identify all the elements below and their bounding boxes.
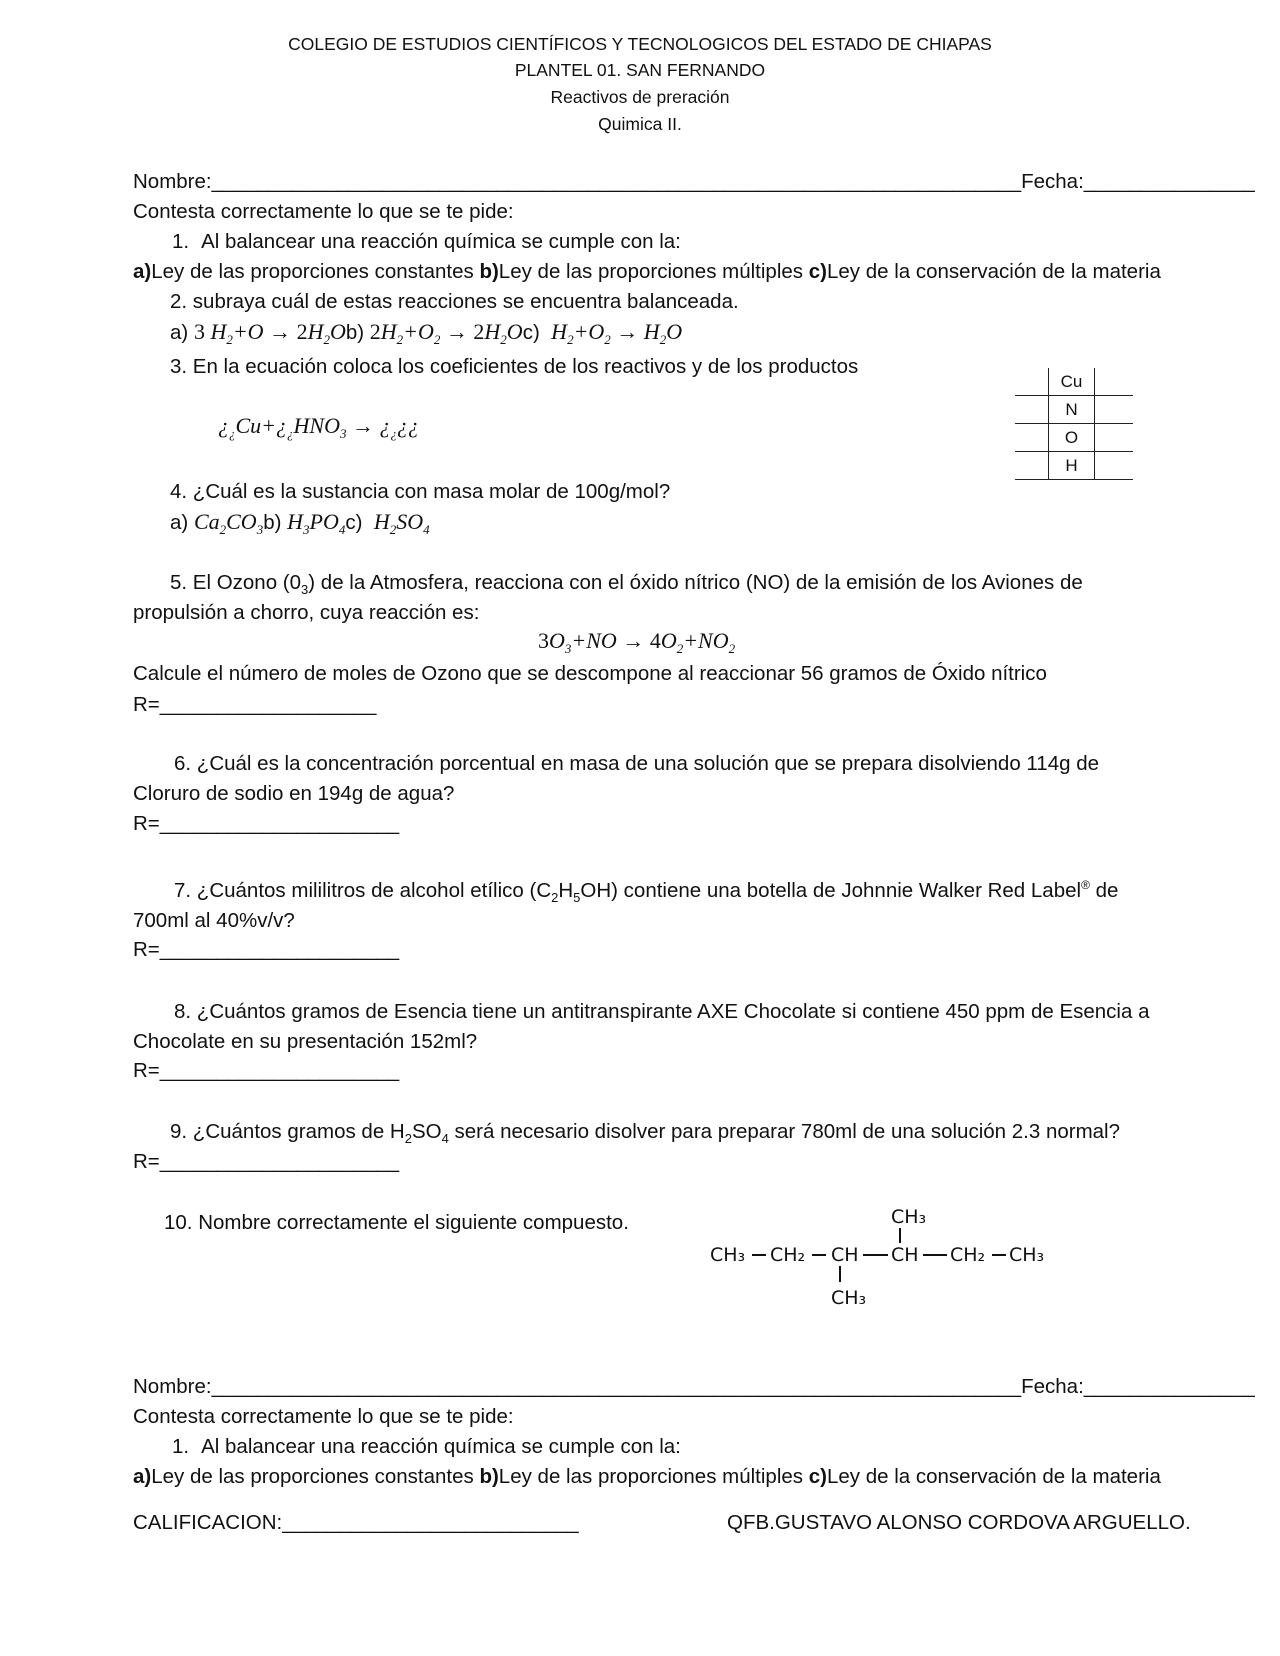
teacher-name: QFB.GUSTAVO ALONSO CORDOVA ARGUELLO.: [727, 1511, 1191, 1534]
name-blank: _______________________________________________________________________: [211, 1375, 1022, 1398]
school-name: COLEGIO DE ESTUDIOS CIENTÍFICOS Y TECNOLOGICOS DEL ESTADO DE CHIAPAS: [288, 34, 992, 54]
option-b-letter: b): [479, 1465, 499, 1488]
chain-ch2-2: CH₂: [950, 1244, 986, 1266]
structural-formula: [700, 1200, 1060, 1320]
question-8-text-1: 8. ¿Cuántos gramos de Esencia tiene un antitranspirante AXE Chocolate si contiene 450 ppm de Esencia a: [174, 1000, 1150, 1023]
question-4-text: 4. ¿Cuál es la sustancia con masa molar de 100g/mol?: [170, 480, 671, 503]
question-6-text-2: Cloruro de sodio en 194g de agua?: [133, 782, 455, 805]
question-4-options: [170, 509, 430, 536]
equation-option-c: $H_2+O_2 \to H_2O$: [551, 319, 683, 347]
option-a-text: Ley de las proporciones constantes: [151, 1465, 480, 1488]
name-label: Nombre:: [133, 1375, 212, 1398]
element-count-table: [1015, 368, 1133, 480]
question-2-text: 2. subraya cuál de estas reacciones se encuentra balanceada.: [170, 290, 739, 313]
table-cell-o: O: [1049, 424, 1095, 452]
grade-label: CALIFICACION:: [133, 1511, 283, 1534]
name-line-repeat: [133, 1374, 1255, 1400]
question-5-text-3: Calcule el número de moles de Ozono que se descompone al reaccionar 56 gramos de Óxido nítrico: [133, 662, 1047, 685]
option-c-letter: c): [345, 511, 363, 534]
date-label: Fecha:: [1021, 170, 1084, 193]
grade-blank: __________________________: [282, 1511, 579, 1534]
date-blank: _______________: [1083, 170, 1255, 193]
branch-bottom-ch3: CH₃: [831, 1287, 867, 1309]
date-label: Fecha:: [1021, 1375, 1084, 1398]
question-8-answer: R=_____________________: [133, 1059, 400, 1082]
grade-line: [133, 1510, 579, 1536]
question-1-text: Al balancear una reacción química se cumple con la:: [201, 1435, 681, 1458]
chain-ch-2: CH: [891, 1244, 919, 1266]
question-8-text-2: Chocolate en su presentación 152ml?: [133, 1030, 478, 1053]
option-b-text: Ley de las proporciones múltiples: [498, 260, 809, 283]
question-1-text: Al balancear una reacción química se cumple con la:: [201, 230, 681, 253]
date-blank: _______________: [1083, 1375, 1255, 1398]
name-label: Nombre:: [133, 170, 212, 193]
option-a-letter: a): [170, 511, 189, 534]
question-3-text: 3. En la ecuación coloca los coeficientes de los reactivos y de los productos: [170, 355, 859, 378]
option-a-letter: a): [170, 321, 189, 344]
question-1-repeat: [172, 1434, 681, 1460]
question-6-text-1: 6. ¿Cuál es la concentración porcentual en masa de una solución que se prepara disolviendo 114g de: [174, 752, 1100, 775]
option-b-text: Ley de las proporciones múltiples: [498, 1465, 809, 1488]
question-1-options: [133, 259, 1161, 285]
question-1: [172, 229, 681, 255]
table-cell-h: H: [1049, 452, 1095, 480]
option-a-letter: a): [133, 260, 152, 283]
subject-name: Quimica II.: [598, 114, 682, 134]
question-1-number: 1.: [172, 230, 190, 253]
chain-ch2-1: CH₂: [770, 1244, 806, 1266]
question-5-equation: $3O_3+NO \to 4O_2+NO_2$: [538, 628, 736, 656]
question-7-text-2: 700ml al 40%v/v?: [133, 909, 295, 932]
name-blank: _______________________________________________________________________: [211, 170, 1022, 193]
instructions-repeat: Contesta correctamente lo que se te pide:: [133, 1405, 514, 1428]
option-b-letter: b): [263, 511, 282, 534]
instructions: Contesta correctamente lo que se te pide:: [133, 200, 514, 223]
question-9-text: 9. ¿Cuántos gramos de $H_2SO_4$ será necesario disolver para preparar 780ml de una solución 2.3 normal?: [170, 1120, 1121, 1146]
question-7-answer: R=_____________________: [133, 938, 400, 961]
option-b-letter: b): [345, 321, 365, 344]
question-1-options-repeat: [133, 1464, 1161, 1490]
formula-h2so4: $H_2SO_4$: [373, 509, 430, 537]
campus-name: PLANTEL 01. SAN FERNANDO: [514, 60, 766, 80]
table-cell-cu: Cu: [1049, 368, 1095, 396]
equation-option-b: $2H_2+O_2 \to 2H_2O$: [369, 319, 523, 347]
question-5-text-2: propulsión a chorro, cuya reacción es:: [133, 601, 480, 624]
option-c-text: Ley de la conservación de la materia: [826, 1465, 1161, 1488]
question-9-answer: R=_____________________: [133, 1150, 400, 1173]
registered-mark: ®: [1081, 878, 1090, 892]
chain-ch3-2: CH₃: [1009, 1244, 1045, 1266]
formula-ca2co3: $Ca_2CO_3$: [193, 509, 264, 537]
question-7-text-1: 7. ¿Cuántos mililitros de alcohol etílico $(C_2H_5OH)$ contiene una botella de Johnnie Walker Red Label® de: [174, 878, 1119, 905]
table-cell-n: N: [1049, 396, 1095, 424]
question-6-answer: R=_____________________: [133, 812, 400, 835]
question-5-text-1: 5. El Ozono $(0_3)$ de la Atmosfera, reacciona con el óxido nítrico (NO) de la emisión de los Aviones de: [170, 571, 1083, 597]
branch-top-ch3: CH₃: [891, 1206, 927, 1228]
question-2-options: [170, 319, 682, 346]
document-title: Reactivos de preración: [550, 87, 730, 107]
chain-ch3-1: CH₃: [710, 1244, 746, 1266]
option-a-text: Ley de las proporciones constantes: [151, 260, 480, 283]
question-3-equation: ¿$_¿Cu+¿_¿HNO_3$ → ¿$_¿¿¿$: [218, 413, 419, 441]
question-10-text: 10. Nombre correctamente el siguiente compuesto.: [164, 1211, 629, 1234]
formula-h3po4: $H_3PO_4$: [287, 509, 346, 537]
question-1-number: 1.: [172, 1435, 190, 1458]
name-line: [133, 169, 1255, 195]
option-c-letter: c): [808, 1465, 827, 1488]
equation-option-a: 3 $H_2+O \to 2H_2O$: [193, 319, 346, 347]
option-a-letter: a): [133, 1465, 152, 1488]
option-c-letter: c): [522, 321, 540, 344]
option-b-letter: b): [479, 260, 499, 283]
option-c-letter: c): [808, 260, 827, 283]
question-5-answer: R=___________________: [133, 693, 377, 716]
chain-ch-1: CH: [831, 1244, 859, 1266]
option-c-text: Ley de la conservación de la materia: [826, 260, 1161, 283]
